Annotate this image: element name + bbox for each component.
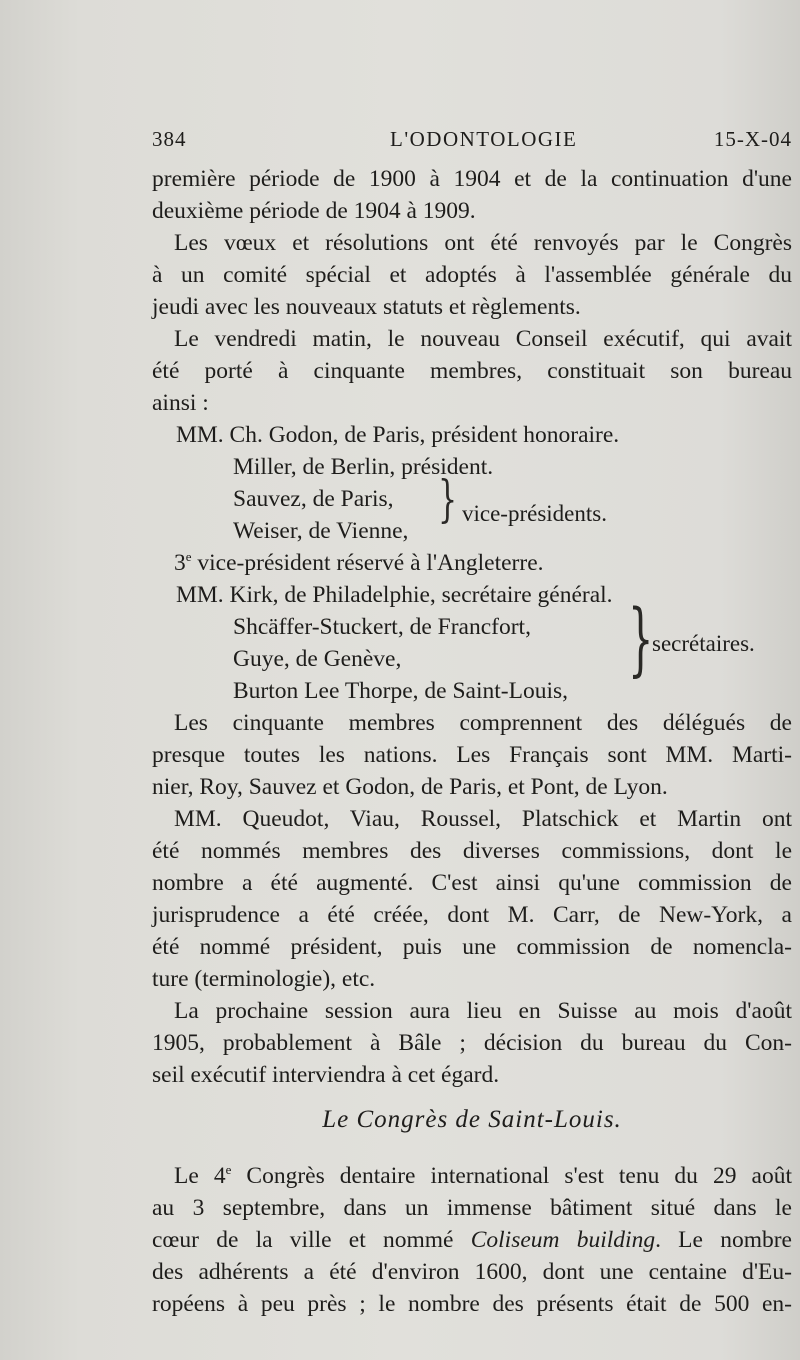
text-line: nier, Roy, Sauvez et Godon, de Paris, et Pont, de Lyon. — [152, 774, 668, 800]
section-title: Le Congrès de Saint-Louis. — [322, 1106, 622, 1133]
brace-secretaries: } — [628, 592, 654, 685]
officer-honorary: MM. Ch. Godon, de Paris, président honoraire. — [176, 422, 620, 448]
text-line: nombre a été augmenté. C'est ainsi qu'une commission de — [152, 870, 792, 896]
officer-president: Miller, de Berlin, président. — [233, 454, 494, 480]
building-name: Coliseum building — [470, 1227, 656, 1253]
text-line: été nommés membres des diverses commissions, dont le — [152, 838, 792, 864]
text-line: seil exécutif interviendra à cet égard. — [152, 1062, 500, 1088]
text-line: Les cinquante membres comprennent des délégués de — [174, 710, 792, 736]
secretary-3: Burton Lee Thorpe, de Saint-Louis, — [233, 678, 569, 704]
text-line: ture (terminologie), etc. — [152, 966, 376, 992]
text-line: été nommé président, puis une commission de nomencla- — [152, 934, 792, 960]
vice-president-2: Weiser, de Vienne, — [233, 518, 409, 544]
secretary-1: Shcäffer-Stuckert, de Francfort, — [233, 614, 531, 640]
text-line: 1905, probablement à Bâle ; décision du bureau du Con- — [152, 1030, 792, 1056]
text-line: MM. Queudot, Viau, Roussel, Platschick et Martin ont — [174, 806, 792, 832]
text-line: presque toutes les nations. Les Français sont MM. Marti- — [152, 742, 792, 768]
secretaries-label: secrétaires. — [652, 631, 755, 656]
officer-secretary-general: MM. Kirk, de Philadelphie, secrétaire général. — [176, 582, 613, 608]
text-line: jeudi avec les nouveaux statuts et règlements. — [152, 294, 581, 320]
text-line: jurisprudence a été créée, dont M. Carr, de New-York, a — [152, 902, 792, 928]
text-line: première période de 1900 à 1904 et de la continuation d'une — [152, 166, 792, 192]
vice-president-1: Sauvez, de Paris, — [233, 486, 394, 512]
text-line: deuxième période de 1904 à 1909. — [152, 198, 476, 224]
page-number: 384 — [152, 127, 187, 151]
text-line: ainsi : — [152, 390, 209, 416]
text-line: à un comité spécial et adoptés à l'assemblée générale du — [152, 262, 792, 288]
brace-vice-presidents: } — [438, 470, 458, 528]
text-line: cœur de la ville et nommé Coliseum building. Le nombre — [152, 1227, 792, 1253]
issue-date: 15-X-04 — [713, 127, 792, 151]
text-line: ropéens à peu près ; le nombre des présents était de 500 en- — [152, 1291, 792, 1317]
text-line: Les vœux et résolutions ont été renvoyés par le Congrès — [174, 230, 792, 256]
secretary-2: Guye, de Genève, — [233, 646, 402, 672]
vice-presidents-label: vice-présidents. — [462, 501, 607, 526]
text-line: La prochaine session aura lieu en Suisse au mois d'août — [174, 998, 792, 1024]
text-line: Le vendredi matin, le nouveau Conseil exécutif, qui avait — [174, 326, 792, 352]
vice-president-3: 3e vice-président réservé à l'Angleterre. — [174, 549, 544, 576]
text-line: Le 4e Congrès dentaire international s'est tenu du 29 août — [174, 1162, 792, 1189]
text-line: au 3 septembre, dans un immense bâtiment situé dans le — [152, 1195, 792, 1221]
running-header — [152, 127, 792, 157]
text-line: des adhérents a été d'environ 1600, dont une centaine d'Eu- — [152, 1259, 792, 1285]
text-line: été porté à cinquante membres, constituait son bureau — [152, 358, 792, 384]
journal-title: L'ODONTOLOGIE — [390, 127, 578, 151]
